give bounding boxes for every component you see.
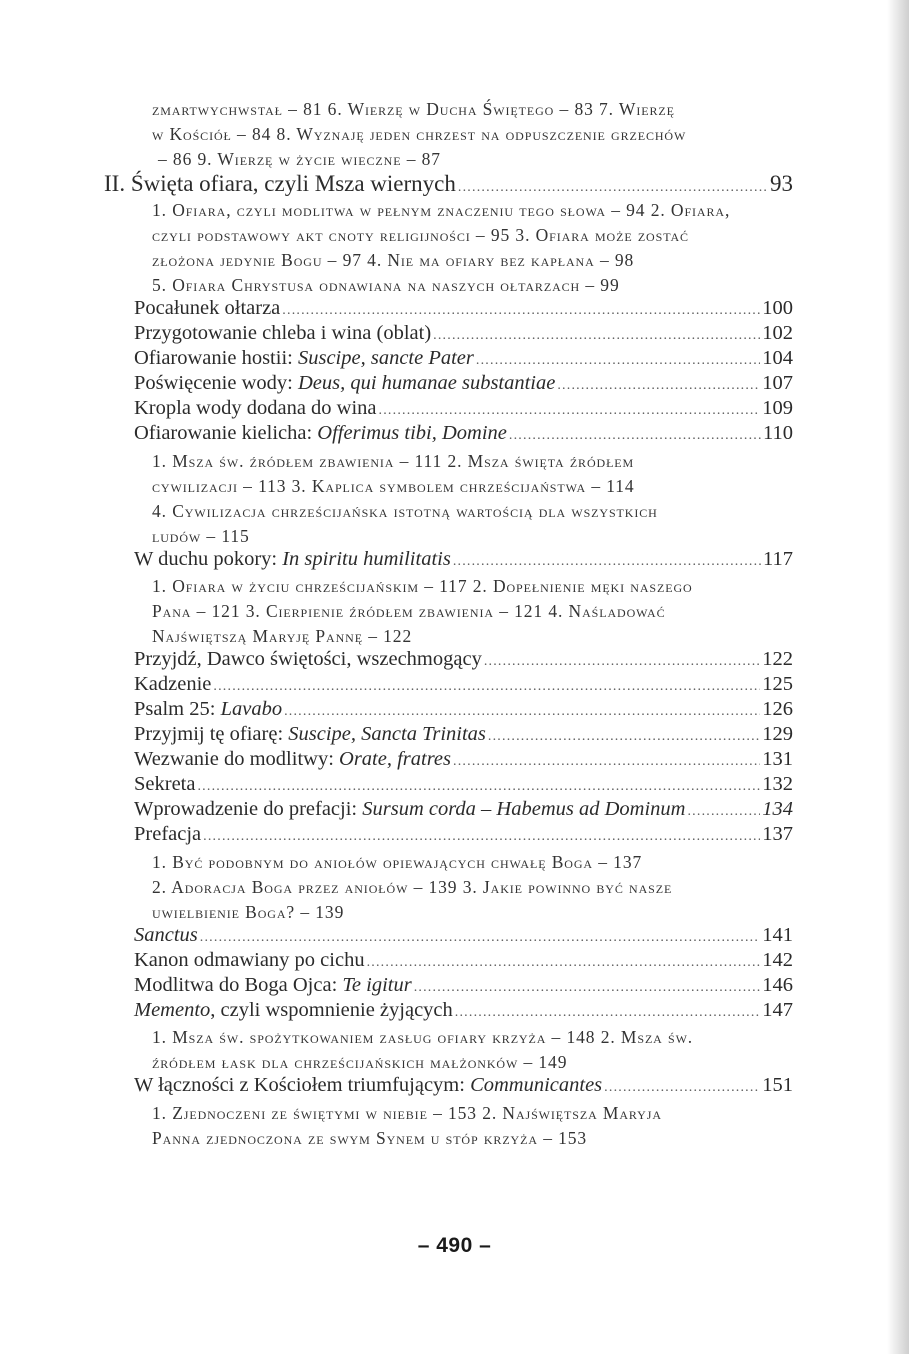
page-number: 110 (763, 422, 793, 444)
dot-leader (284, 699, 760, 724)
toc-entry[interactable] (134, 371, 793, 398)
entry-title: Psalm 25: (134, 698, 221, 720)
entry-title: Sekreta (134, 773, 196, 795)
toc-entry[interactable] (134, 722, 793, 749)
entry-latin-title: Suscipe, Sancta Trinitas (288, 723, 486, 745)
toc-subentry-line: czyli podstawowy akt cnoty religijności – 95 3. Ofiara może zostać (152, 225, 689, 245)
entry-latin-title: Te igitur (342, 974, 412, 996)
entry-latin-title: In spiritu humilitatis (282, 548, 451, 570)
entry-title: W łączności z Kościołem triumfującym: (134, 1074, 471, 1096)
entry-title: Przyjmij tę ofiarę: (134, 723, 289, 745)
page-number: 134 (762, 798, 793, 820)
page-number: 117 (763, 548, 793, 570)
page-number: 125 (762, 673, 793, 695)
toc-entry[interactable] (134, 998, 793, 1025)
entry-title: Prefacja (134, 823, 202, 845)
toc-entry[interactable] (134, 547, 793, 574)
toc-entry[interactable] (134, 697, 793, 724)
dot-leader (488, 724, 760, 749)
toc-entry[interactable] (134, 296, 793, 323)
toc-subentry-line: 1. Msza św. źródłem zbawienia – 111 2. Msza święta źródłem (152, 451, 635, 471)
page-number: 122 (762, 648, 793, 670)
dot-leader (282, 298, 760, 323)
toc-entry[interactable] (134, 797, 793, 824)
page-number: 102 (762, 322, 793, 344)
toc-subentry-line: Pana – 121 3. Cierpienie źródłem zbawienia – 121 4. Naśladować (152, 601, 666, 621)
page-number: 142 (762, 949, 793, 971)
toc-entry[interactable] (134, 647, 793, 674)
dot-leader (557, 373, 760, 398)
toc-entry[interactable] (134, 923, 793, 950)
dot-leader (203, 824, 760, 849)
toc-entry[interactable] (134, 973, 793, 1000)
entry-title: , czyli wspomnienie żyjących (210, 999, 453, 1021)
toc-entry[interactable] (134, 772, 793, 799)
page-number: 126 (762, 698, 793, 720)
entry-title: Kropla wody dodana do wina (134, 397, 377, 419)
page-number: 137 (762, 823, 793, 845)
dot-leader (455, 1000, 760, 1025)
toc-subentry-line: złożona jedynie Bogu – 97 4. Nie ma ofiary bez kapłana – 98 (152, 250, 635, 270)
toc-entry[interactable] (134, 822, 793, 849)
entry-title: Przygotowanie chleba i wina (oblat) (134, 322, 432, 344)
dot-leader (213, 674, 760, 699)
dot-leader (687, 799, 760, 824)
page-number: 151 (762, 1074, 793, 1096)
dot-leader (458, 175, 768, 200)
dot-leader (604, 1075, 760, 1100)
page-number: 132 (762, 773, 793, 795)
toc-subentry-line: 2. Adoracja Boga przez aniołów – 139 3. Jakie powinno być nasze (152, 877, 673, 897)
toc-entry[interactable] (134, 948, 793, 975)
entry-latin-title: Sanctus (134, 924, 198, 946)
entry-latin-title: Communicantes (470, 1074, 603, 1096)
toc-subentry-line: 1. Msza św. spożytkowaniem zasług ofiary krzyża – 148 2. Msza św. (152, 1027, 694, 1047)
toc-entry[interactable] (134, 672, 793, 699)
entry-title: Kadzenie (134, 673, 212, 695)
page-number: 104 (762, 347, 793, 369)
toc-entry[interactable] (134, 346, 793, 373)
entry-latin-title: Suscipe, sancte Pater (297, 347, 474, 369)
entry-title: Wezwanie do modlitwy: (134, 748, 340, 770)
toc-subentry-line: 1. Zjednoczeni ze świętymi w niebie – 153 2. Najświętsza Maryja (152, 1103, 662, 1123)
entry-title: Ofiarowanie kielicha: (134, 422, 318, 444)
page-number: 100 (762, 297, 793, 319)
dot-leader (453, 549, 761, 574)
entry-title: Poświęcenie wody: (134, 372, 298, 394)
toc-subentry-line: zmartwychwstał – 81 6. Wierzę w Ducha Świętego – 83 7. Wierzę (152, 99, 675, 119)
toc-subentry-line: Najświętszą Maryję Pannę – 122 (152, 626, 413, 646)
dot-leader (484, 649, 760, 674)
page-number: 129 (762, 723, 793, 745)
toc-subentry-line: 1. Ofiara, czyli modlitwa w pełnym znaczeniu tego słowa – 94 2. Ofiara, (152, 200, 731, 220)
toc-subentry-line: 1. Ofiara w życiu chrześcijańskim – 117 2. Dopełnienie męki naszego (152, 576, 693, 596)
toc-subentry-line: 5. Ofiara Chrystusa odnawiana na naszych ołtarzach – 99 (152, 275, 620, 295)
page-folio: – 490 – (417, 1234, 492, 1257)
toc-subentry-line: źródłem łask dla chrześcijańskich małżonków – 149 (152, 1052, 568, 1072)
dot-leader (453, 749, 760, 774)
page-number: 93 (770, 171, 793, 196)
entry-title: Pocałunek ołtarza (134, 297, 281, 319)
toc-subentry-line: Panna zjednoczona ze swym Synem u stóp krzyża – 153 (152, 1128, 588, 1148)
dot-leader (509, 423, 761, 448)
dot-leader (476, 348, 760, 373)
dot-leader (200, 925, 760, 950)
toc-subentry-line: ludów – 115 (152, 526, 250, 546)
entry-latin-title: Sursum corda – Habemus ad Dominum (362, 798, 686, 820)
page-number: 147 (762, 999, 793, 1021)
toc-subentry-line: 1. Być podobnym do aniołów opiewających chwałę Boga – 137 (152, 852, 643, 872)
section-title: II. Święta ofiara, czyli Msza wiernych (104, 171, 456, 196)
toc-subentry-line: w Kościół – 84 8. Wyznaję jeden chrzest na odpuszczenie grzechów (152, 124, 687, 144)
entry-title: Modlitwa do Boga Ojca: (134, 974, 343, 996)
dot-leader (379, 398, 761, 423)
entry-title: W duchu pokory: (134, 548, 283, 570)
entry-latin-title: Offerimus tibi, Domine (317, 422, 507, 444)
entry-title: Ofiarowanie hostii: (134, 347, 298, 369)
entry-title: Wprowadzenie do prefacji: (134, 798, 363, 820)
dot-leader (367, 950, 761, 975)
toc-subentry-line: – 86 9. Wierzę w życie wieczne – 87 (158, 149, 441, 169)
entry-title: Przyjdź, Dawco świętości, wszechmogący (134, 648, 482, 670)
entry-title: Kanon odmawiany po cichu (134, 949, 365, 971)
toc-entry[interactable] (134, 421, 793, 448)
dot-leader (414, 975, 761, 1000)
toc-section-heading[interactable] (104, 171, 793, 200)
toc-entry[interactable] (134, 1073, 793, 1100)
page-edge-shadow (887, 0, 909, 1354)
page-number: 131 (762, 748, 793, 770)
page-number: 141 (762, 924, 793, 946)
dot-leader (197, 774, 760, 799)
entry-latin-title: Deus, qui humanae substantiae (297, 372, 556, 394)
toc-subentry-line: cywilizacji – 113 3. Kaplica symbolem chrześcijaństwa – 114 (152, 476, 635, 496)
page-number: 109 (762, 397, 793, 419)
page-number: 146 (762, 974, 793, 996)
page-number: 107 (762, 372, 793, 394)
toc-entry[interactable] (134, 321, 793, 348)
dot-leader (433, 323, 760, 348)
entry-latin-title: Orate, fratres (339, 748, 452, 770)
toc-entry[interactable] (134, 396, 793, 423)
entry-latin-title: Memento (134, 999, 211, 1021)
entry-latin-title: Lavabo (220, 698, 283, 720)
toc-entry[interactable] (134, 747, 793, 774)
toc-subentry-line: 4. Cywilizacja chrześcijańska istotną wartością dla wszystkich (152, 501, 658, 521)
toc-subentry-line: uwielbienie Boga? – 139 (152, 902, 345, 922)
